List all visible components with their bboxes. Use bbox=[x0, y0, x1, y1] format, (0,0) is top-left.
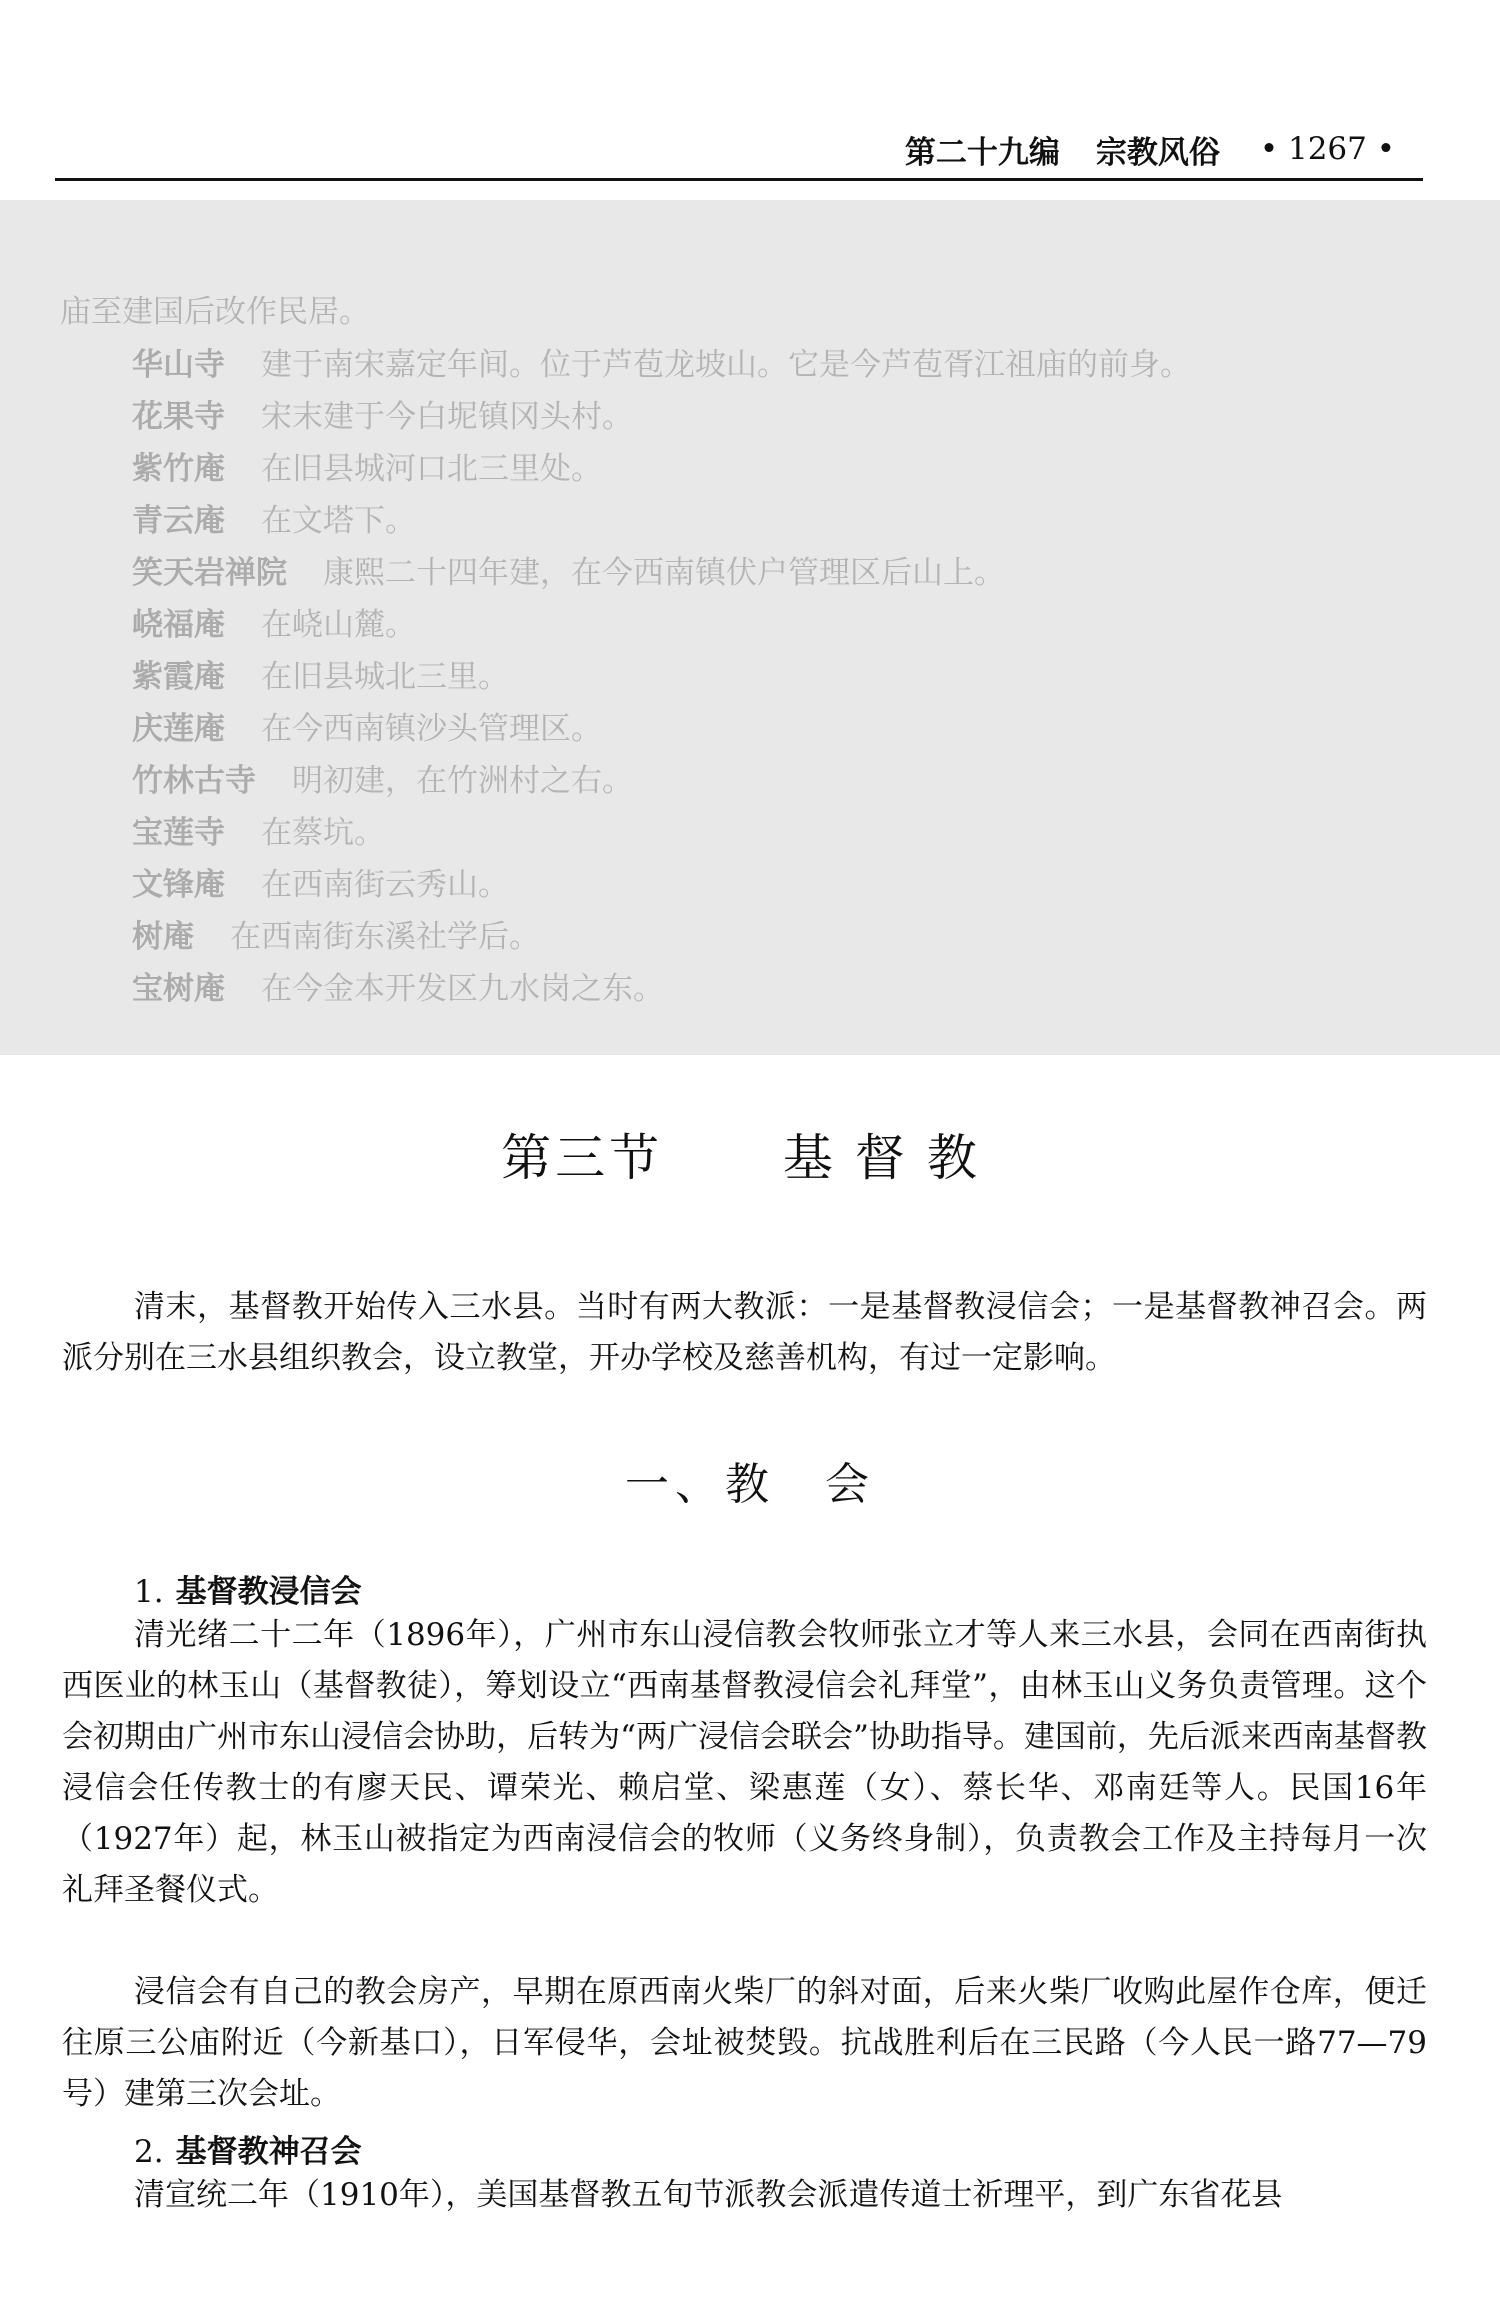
item-number: 1. bbox=[134, 1574, 164, 1610]
temple-desc: 康熙二十四年建，在今西南镇伏户管理区后山上。 bbox=[323, 555, 1005, 591]
temple-name: 宝莲寺 bbox=[132, 815, 225, 851]
temple-item bbox=[132, 703, 602, 748]
item-heading-assemblies bbox=[134, 2126, 362, 2171]
section-heading bbox=[0, 1118, 1500, 1190]
baptist-paragraph-2: 浸信会有自己的教会房产，早期在原西南火柴厂的斜对面，后来火柴厂收购此屋作仓库，便迁往原三公庙附近（今新基口），日军侵华，会址被焚毁。抗战胜利后在三民路（今人民一路77—79号）建第三次会址。 bbox=[62, 1974, 1427, 2112]
temple-item bbox=[132, 339, 1191, 384]
temple-item bbox=[132, 443, 602, 488]
assemblies-paragraph-1: 清宣统二年（1910年），美国基督教五旬节派教会派遣传道士祈理平，到广东省花县 bbox=[134, 2177, 1283, 2213]
temple-list-block bbox=[0, 200, 1500, 1055]
temple-item bbox=[132, 599, 416, 644]
temple-item bbox=[132, 547, 1005, 592]
temple-name: 峣福庵 bbox=[132, 607, 225, 643]
temple-item bbox=[132, 911, 540, 956]
item-title: 基督教神召会 bbox=[175, 2134, 362, 2170]
temple-name: 华山寺 bbox=[132, 347, 225, 383]
item-heading-baptist bbox=[134, 1566, 362, 1611]
temple-desc: 宋末建于今白坭镇冈头村。 bbox=[261, 399, 633, 435]
temple-item bbox=[132, 495, 416, 540]
subsection-heading: 一、教 会 bbox=[625, 1459, 875, 1510]
temple-desc: 建于南宋嘉定年间。位于芦苞龙坡山。它是今芦苞胥江祖庙的前身。 bbox=[261, 347, 1191, 383]
item-number: 2. bbox=[134, 2134, 164, 2170]
page-number: • 1267 • bbox=[1259, 131, 1395, 167]
temple-desc: 在蔡坑。 bbox=[261, 815, 385, 851]
temple-desc: 在峣山麓。 bbox=[261, 607, 416, 643]
header-title: 宗教风俗 bbox=[1095, 134, 1220, 171]
temple-desc: 在西南街云秀山。 bbox=[261, 867, 509, 903]
temple-desc: 在今西南镇沙头管理区。 bbox=[261, 711, 602, 747]
continuation-text: 庙至建国后改作民居。 bbox=[60, 294, 370, 330]
temple-desc: 在西南街东溪社学后。 bbox=[230, 919, 540, 955]
baptist-paragraph-1: 清光绪二十二年（1896年），广州市东山浸信教会牧师张立才等人来三水县，会同在西南街执西医业的林玉山（基督教徒），筹划设立“西南基督教浸信会礼拜堂”，由林玉山义务负责管理。这个会初期由广州市东山浸信会协助，后转为“两广浸信会联会”协助指导。建国前，先后派来西南基督教浸信会任传教士的有廖天民、谭荣光、赖启堂、梁惠莲（女）、蔡长华、邓南廷等人。民国16年（1927年）起，林玉山被指定为西南浸信会的牧师（义务终身制），负责教会工作及主持每月一次礼拜圣餐仪式。 bbox=[62, 1617, 1427, 1908]
item-title: 基督教浸信会 bbox=[175, 1574, 362, 1610]
temple-desc: 在文塔下。 bbox=[261, 503, 416, 539]
temple-desc: 在旧县城河口北三里处。 bbox=[261, 451, 602, 487]
temple-name: 宝树庵 bbox=[132, 971, 225, 1007]
temple-name: 庆莲庵 bbox=[132, 711, 225, 747]
temple-item bbox=[132, 963, 664, 1008]
header-part: 第二十九编 bbox=[904, 134, 1060, 171]
temple-name: 竹林古寺 bbox=[132, 763, 256, 799]
temple-desc: 在旧县城北三里。 bbox=[261, 659, 509, 695]
temple-name: 紫竹庵 bbox=[132, 451, 225, 487]
temple-desc: 在今金本开发区九水岗之东。 bbox=[261, 971, 664, 1007]
temple-item bbox=[132, 651, 509, 696]
temple-name: 文锋庵 bbox=[132, 867, 225, 903]
section-title: 基督教 bbox=[782, 1129, 999, 1187]
section-number: 第三节 bbox=[501, 1129, 664, 1187]
temple-name: 花果寺 bbox=[132, 399, 225, 435]
temple-name: 笑天岩禅院 bbox=[132, 555, 287, 591]
section-intro: 清末，基督教开始传入三水县。当时有两大教派：一是基督教浸信会；一是基督教神召会。两派分别在三水县组织教会，设立教堂，开办学校及慈善机构，有过一定影响。 bbox=[62, 1289, 1427, 1376]
temple-name: 树庵 bbox=[132, 919, 194, 955]
temple-desc: 明初建，在竹洲村之右。 bbox=[292, 763, 633, 799]
page-header bbox=[55, 120, 1423, 181]
temple-item bbox=[132, 807, 385, 852]
temple-name: 紫霞庵 bbox=[132, 659, 225, 695]
temple-name: 青云庵 bbox=[132, 503, 225, 539]
temple-item bbox=[132, 755, 633, 800]
temple-item bbox=[132, 859, 509, 904]
temple-item bbox=[132, 391, 633, 436]
